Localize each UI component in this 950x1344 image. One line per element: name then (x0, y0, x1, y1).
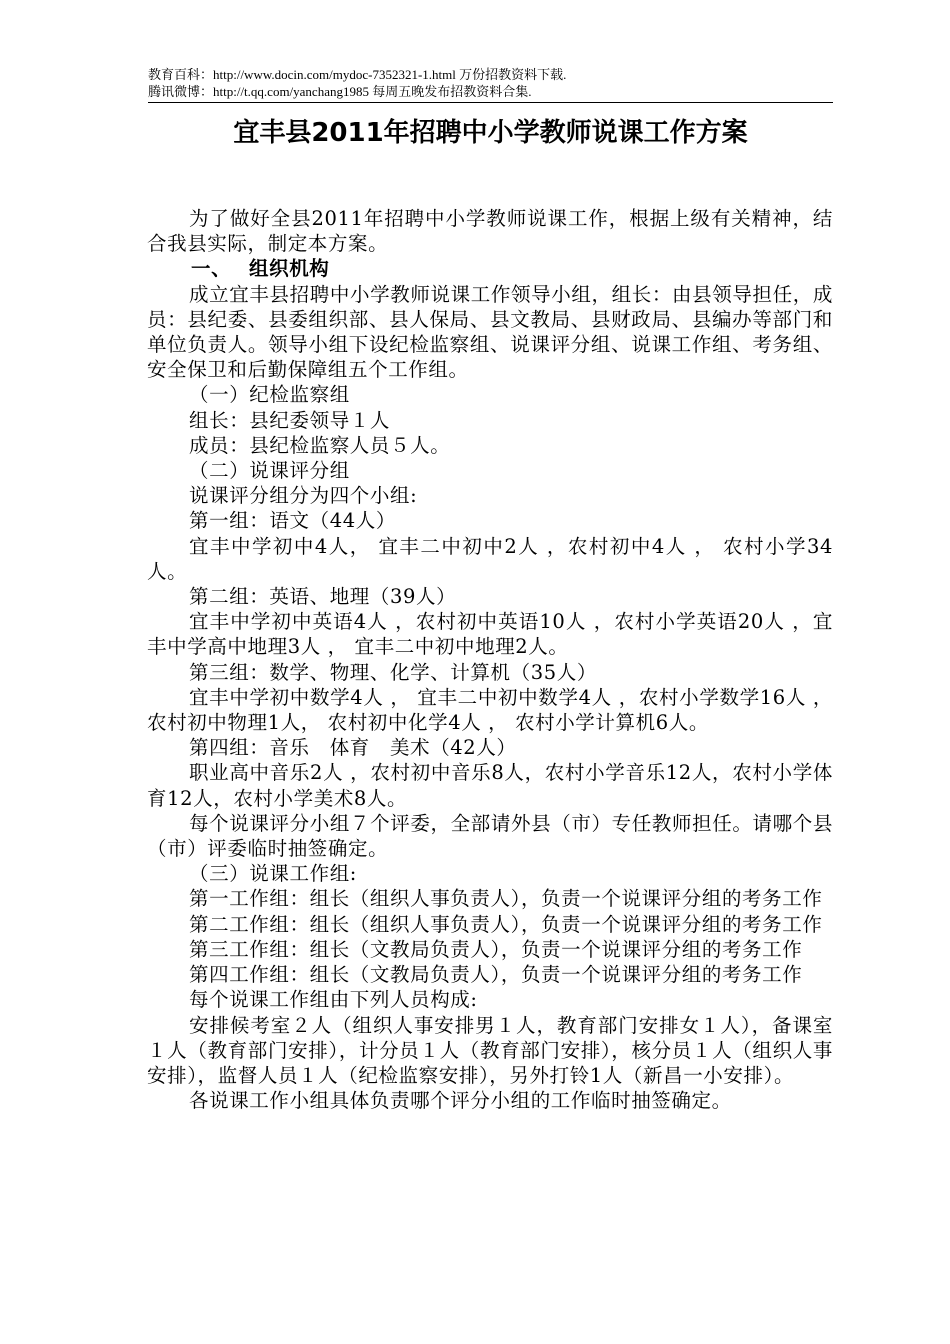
subsection-heading: （三）说课工作组: (189, 862, 357, 886)
header-line-1: 教育百科：http://www.docin.com/mydoc-7352321-1.html 万份招教资料下载. (148, 67, 567, 82)
header-line-2: 腾讯微博：http://t.qq.com/yanchang1985 每周五晚发布招教资料合集. (148, 84, 532, 99)
page-header (148, 66, 838, 100)
paragraph: 宜丰中学初中英语4人 ，农村初中英语10人 ，农村小学英语20人 ，宜丰中学高中地理3人 ， 宜丰二中初中地理2人。 (147, 610, 833, 659)
paragraph: 第一工作组：组长（组织人事负责人），负责一个说课评分组的考务工作 (189, 887, 823, 911)
paragraph: 宜丰中学初中4人， 宜丰二中初中2人 ，农村初中4人 ， 农村小学34人。 (147, 534, 833, 583)
intro-paragraph: 为了做好全县2011年招聘中小学教师说课工作，根据上级有关精神，结合我县实际，制定本方案。 (147, 207, 833, 256)
section-number: 一、 (191, 257, 232, 281)
group-heading: 第三组：数学、物理、化学、计算机（35人） (189, 660, 597, 684)
paragraph: 成立宜丰县招聘中小学教师说课工作领导小组，组长：由县领导担任，成员：县纪委、县委组织部、县人保局、县文教局、县财政局、县编办等部门和单位负责人。领导小组下设纪检监察组、说课评分组、说课工作组、考务组、安全保卫和后勤保障组五个工作组。 (147, 282, 833, 382)
paragraph: 每个说课评分小组７个评委，全部请外县（市）专任教师担任。请哪个县（市）评委临时抽签确定。 (147, 811, 833, 861)
group-heading: 第一组：语文（44人） (189, 509, 396, 533)
section-heading (147, 256, 833, 281)
paragraph: 说课评分组分为四个小组: (189, 484, 418, 508)
group-heading: 第四组：音乐 体育 美术（42人） (189, 736, 517, 760)
header-divider (148, 102, 833, 103)
paragraph: 每个说课工作组由下列人员构成: (189, 988, 478, 1012)
section-label: 组织机构 (249, 257, 330, 281)
paragraph: 各说课工作小组具体负责哪个评分小组的工作临时抽签确定。 (189, 1089, 732, 1113)
paragraph: 第四工作组：组长（文教局负责人），负责一个说课评分组的考务工作 (189, 963, 803, 987)
paragraph: 成员：县纪检监察人员５人。 (189, 433, 451, 457)
document-body (147, 206, 833, 1113)
group-heading: 第二组：英语、地理（39人） (189, 585, 457, 609)
paragraph: 安排候考室２人（组织人事安排男１人，教育部门安排女１人），备课室１人（教育部门安排），计分员１人（教育部门安排），核分员１人（组织人事安排），监督人员１人（纪检监察安排），另外打铃1人（新昌一小安排）。 (147, 1013, 833, 1087)
subsection-heading: （一）纪检监察组 (189, 383, 350, 407)
paragraph: 宜丰中学初中数学4人 ， 宜丰二中初中数学4人 ，农村小学数学16人 ，农村初中物理1人， 农村初中化学4人 ， 农村小学计算机6人。 (147, 685, 833, 735)
document-title: 宜丰县2011年招聘中小学教师说课工作方案 (233, 118, 748, 148)
paragraph: 职业高中音乐2人 ，农村初中音乐8人，农村小学音乐12人，农村小学体育12人，农村小学美术8人。 (147, 761, 833, 810)
paragraph: 组长：县纪委领导１人 (189, 408, 391, 432)
paragraph: 第二工作组：组长（组织人事负责人），负责一个说课评分组的考务工作 (189, 912, 823, 936)
subsection-heading: （二）说课评分组 (189, 459, 350, 483)
paragraph: 第三工作组：组长（文教局负责人），负责一个说课评分组的考务工作 (189, 937, 803, 961)
